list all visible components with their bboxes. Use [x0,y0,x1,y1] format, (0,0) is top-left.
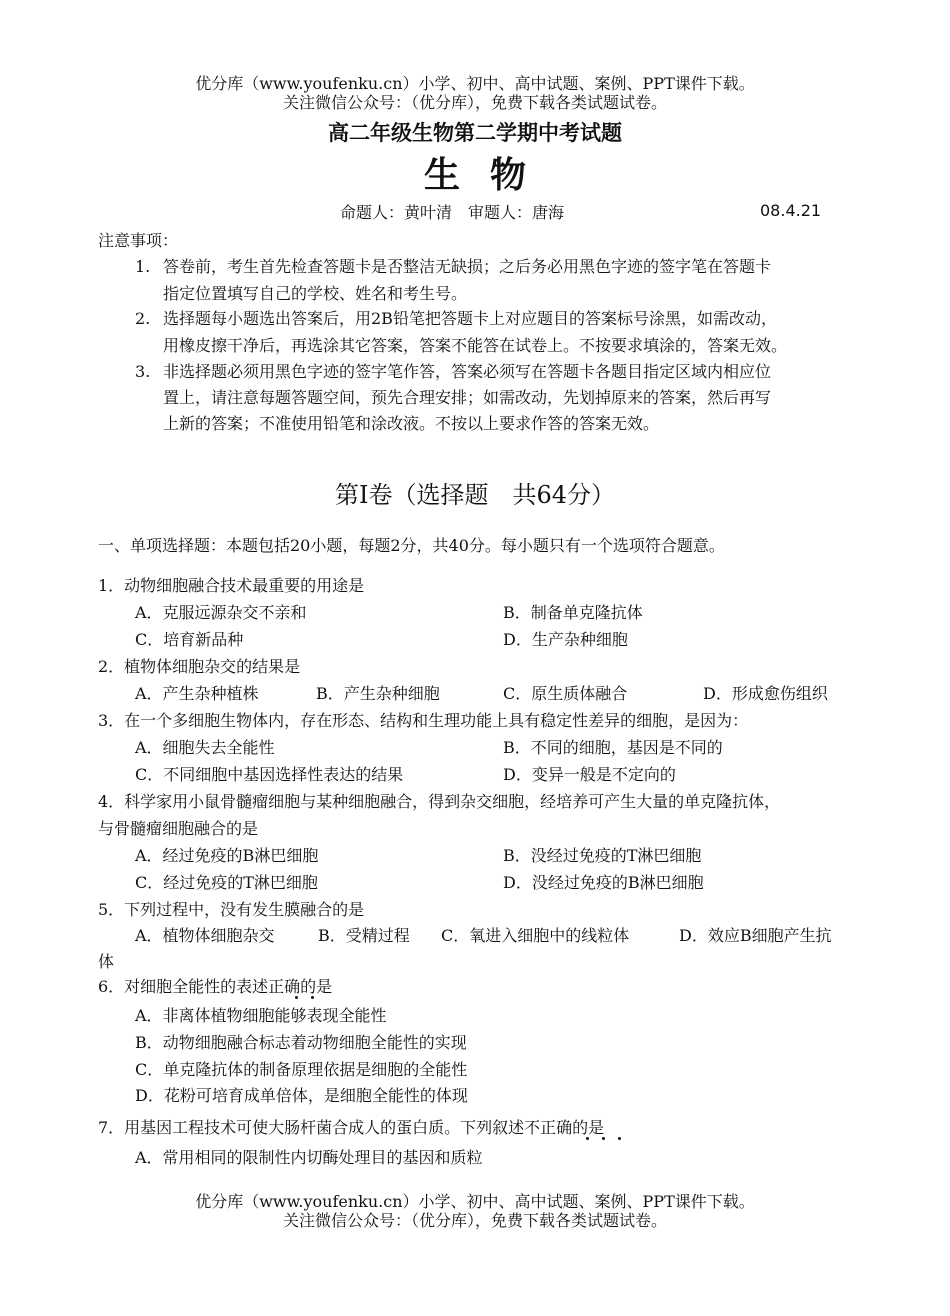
option-a: A．常用相同的限制性内切酶处理目的基因和质粒 [135,1148,483,1167]
option-c: C．单克隆抗体的制备原理依据是细胞的全能性 [135,1060,468,1079]
option-b: B．不同的细胞，基因是不同的 [503,738,723,757]
section-title: 第Ⅰ卷（选择题 共64分） [334,481,616,509]
option-a: A．产生杂种植株 [135,684,259,703]
option-b: B．受精过程 [318,926,410,945]
option-d: D．形成愈伤组织 [703,684,828,703]
emphasis-dot [295,996,298,999]
footer-watermark-line-1: 优分库（www.youfenku.cn）小学、初中、高中试题、案例、PPT课件下载。 [195,1192,755,1211]
notes-heading: 注意事项： [98,231,179,250]
question-stem: 6．对细胞全能性的表述正确的是 [98,977,333,996]
authors: 命题人：黄叶清 审题人：唐海 [340,203,565,222]
note-line: 置上，请注意每题答题空间，预先合理安排；如需改动，先划掉原来的答案，然后再写 [163,388,772,407]
option-d: D．变异一般是不定向的 [503,765,676,784]
note-line: 非选择题必须用黑色字迹的签字笔作答，答案必须写在答题卡各题目指定区域内相应位 [163,362,772,381]
note-line: 用橡皮擦干净后，再选涂其它答案，答案不能答在试卷上。不按要求填涂的，答案无效。 [163,336,788,355]
option-b: B．动物细胞融合标志着动物细胞全能性的实现 [135,1033,467,1052]
option-b: B．制备单克隆抗体 [503,603,643,622]
option-c: C．培育新品种 [135,630,244,649]
emphasis-dot [586,1137,589,1140]
note-line: 上新的答案；不准使用铅笔和涂改液。不按以上要求作答的答案无效。 [163,414,660,433]
note-line: 答卷前，考生首先检查答题卡是否整洁无缺损；之后务必用黑色字迹的签字笔在答题卡 [163,257,772,276]
question-stem: 1．动物细胞融合技术最重要的用途是 [98,576,365,595]
question-stem-continued: 与骨髓瘤细胞融合的是 [98,819,259,838]
option-a: A．细胞失去全能性 [135,738,275,757]
exam-title: 高二年级生物第二学期中考试题 [328,120,622,145]
subject-title: 生物 [423,154,556,196]
question-stem: 4．科学家用小鼠骨髓瘤细胞与某种细胞融合，得到杂交细胞，经培养可产生大量的单克隆抗体， [98,792,781,811]
option-d-wrap: 体 [98,952,115,971]
question-stem: 3．在一个多细胞生物体内，存在形态、结构和生理功能上具有稳定性差异的细胞，是因为： [98,711,749,730]
option-d: D．没经过免疫的B淋巴细胞 [503,873,704,892]
note-number: 3. [135,362,151,381]
question-stem: 7．用基因工程技术可使大肠杆菌合成人的蛋白质。下列叙述不正确的是 [98,1118,605,1137]
note-number: 1. [135,257,151,276]
exam-date: 08.4.21 [760,201,822,220]
watermark-line-1: 优分库（www.youfenku.cn）小学、初中、高中试题、案例、PPT课件下载。 [195,74,755,93]
question-stem: 5．下列过程中，没有发生膜融合的是 [98,900,365,919]
question-stem: 2．植物体细胞杂交的结果是 [98,657,301,676]
option-b: B．产生杂种细胞 [316,684,440,703]
option-c: C．原生质体融合 [503,684,628,703]
option-d: D．效应B细胞产生抗 [679,926,832,945]
option-c: C．经过免疫的T淋巴细胞 [135,873,318,892]
note-line: 指定位置填写自己的学校、姓名和考生号。 [163,284,468,303]
emphasis-dot [618,1137,621,1140]
option-b: B．没经过免疫的T淋巴细胞 [503,846,702,865]
note-line: 选择题每小题选出答案后，用2B铅笔把答题卡上对应题目的答案标号涂黑，如需改动， [163,309,777,328]
option-a: A．经过免疫的B淋巴细胞 [135,846,319,865]
footer-watermark-line-2: 关注微信公众号：（优分库），免费下载各类试题试卷。 [282,1211,667,1230]
option-d: D．花粉可培育成单倍体，是细胞全能性的体现 [135,1086,468,1105]
emphasis-dot [602,1137,605,1140]
note-number: 2. [135,309,151,328]
option-c: C．不同细胞中基因选择性表达的结果 [135,765,404,784]
emphasis-dot [311,996,314,999]
option-c: C．氧进入细胞中的线粒体 [441,926,630,945]
option-a: A．非离体植物细胞能够表现全能性 [135,1006,387,1025]
option-d: D．生产杂种细胞 [503,630,628,649]
watermark-line-2: 关注微信公众号：（优分库），免费下载各类试题试卷。 [282,93,667,112]
option-a: A．植物体细胞杂交 [135,926,275,945]
section-intro: 一、单项选择题：本题包括20小题，每题2分，共40分。每小题只有一个选项符合题意。 [98,536,725,555]
option-a: A．克服远源杂交不亲和 [135,603,307,622]
